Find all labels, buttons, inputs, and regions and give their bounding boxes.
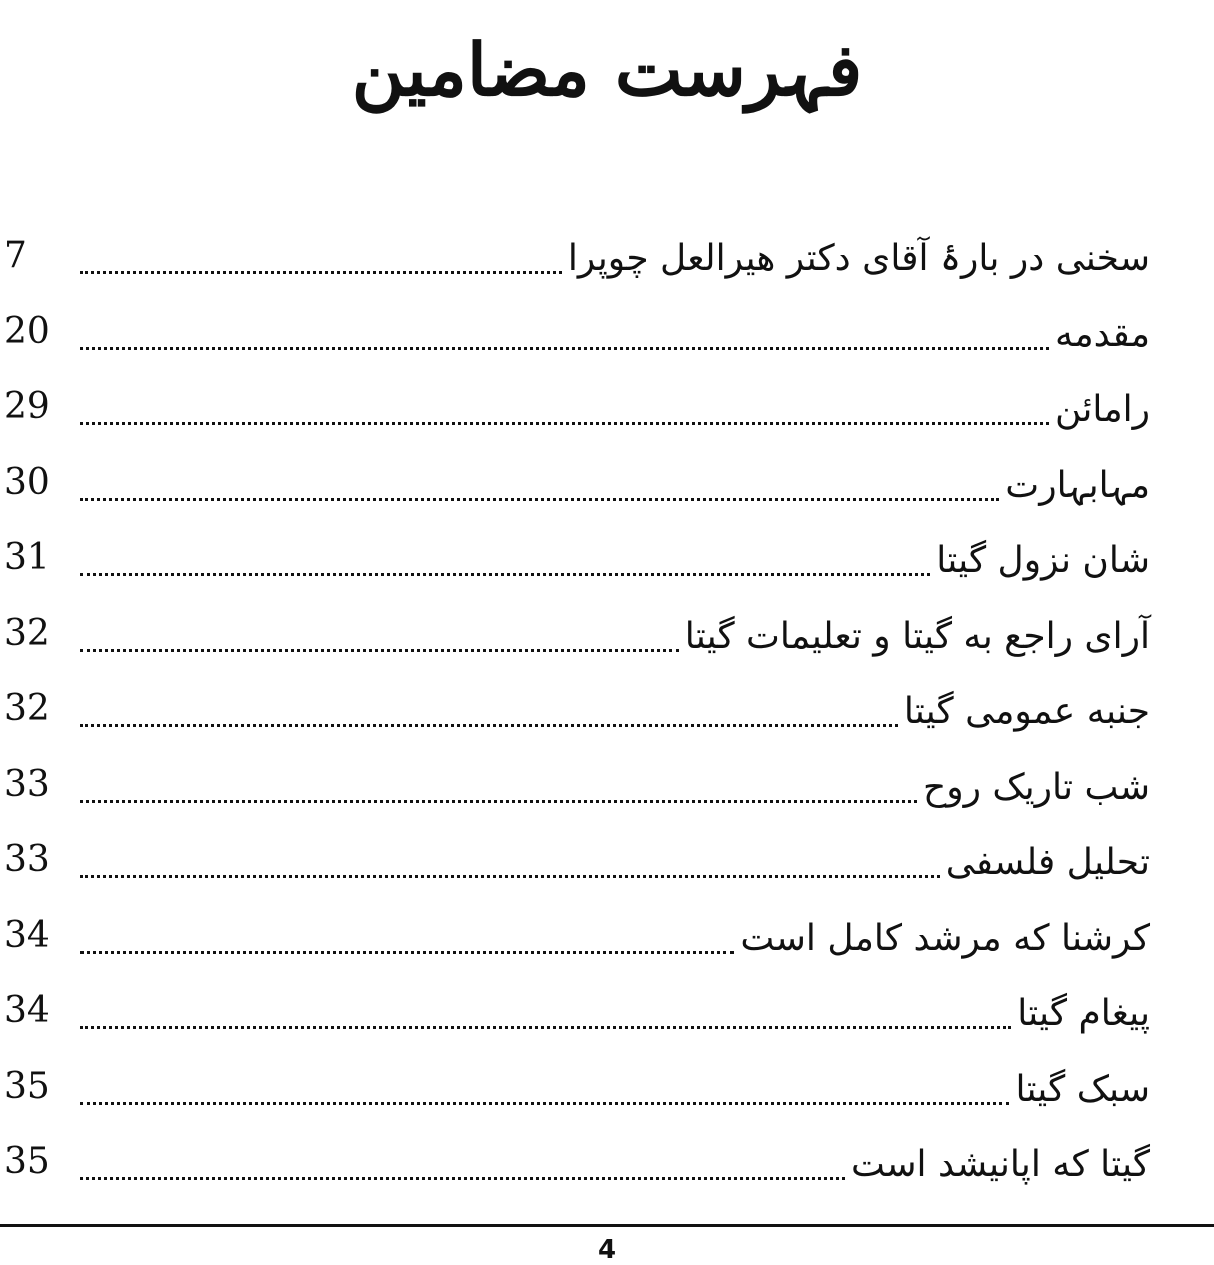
toc-page-number: 32 bbox=[4, 688, 50, 729]
toc-entry-line bbox=[80, 232, 1150, 286]
toc-leader-dots bbox=[80, 1177, 845, 1180]
toc-entry bbox=[0, 681, 1214, 757]
page-title: فہرست مضامین bbox=[351, 27, 863, 112]
toc-entry bbox=[0, 379, 1214, 455]
toc-leader-dots bbox=[80, 800, 917, 803]
toc-entry bbox=[0, 606, 1214, 682]
toc-entry-title: گیتا که اپانیشد است bbox=[850, 1144, 1150, 1185]
toc-entry-line bbox=[80, 459, 1150, 513]
toc-entry bbox=[0, 983, 1214, 1059]
table-of-contents bbox=[0, 228, 1214, 1210]
toc-entry bbox=[0, 1059, 1214, 1135]
toc-entry-title: پیغام گیتا bbox=[1017, 993, 1150, 1034]
footer-page-number: 4 bbox=[597, 1235, 617, 1265]
toc-page-number: 29 bbox=[4, 386, 50, 427]
toc-entry-line bbox=[80, 308, 1150, 362]
toc-entry-line bbox=[80, 761, 1150, 815]
toc-entry-line bbox=[80, 383, 1150, 437]
toc-entry-line bbox=[80, 610, 1150, 664]
toc-entry bbox=[0, 455, 1214, 531]
toc-entry-line bbox=[80, 1063, 1150, 1117]
toc-entry-line bbox=[80, 987, 1150, 1041]
toc-leader-dots bbox=[80, 422, 1049, 425]
toc-entry bbox=[0, 1134, 1214, 1210]
toc-entry-title: شب تاریک روح bbox=[922, 766, 1150, 808]
toc-entry bbox=[0, 304, 1214, 380]
toc-entry-title: سبک گیتا bbox=[1015, 1068, 1150, 1110]
toc-page-number: 30 bbox=[4, 461, 50, 503]
toc-leader-dots bbox=[80, 875, 940, 878]
toc-leader-dots bbox=[80, 573, 930, 576]
toc-page-number: 33 bbox=[4, 839, 50, 880]
toc-entry-title: مقدمه bbox=[1055, 313, 1150, 355]
toc-leader-dots bbox=[80, 1026, 1011, 1029]
toc-entry-title: مہابہارت bbox=[1005, 464, 1150, 506]
toc-entry-title: کرشنا که مرشد کامل است bbox=[740, 917, 1150, 959]
toc-entry-title: سخنی در بارۂ آقای دکتر هیرالعل چوپرا bbox=[567, 238, 1150, 279]
toc-entry-line bbox=[80, 1138, 1150, 1192]
toc-leader-dots bbox=[80, 951, 734, 954]
toc-entry-line bbox=[80, 534, 1150, 588]
toc-entry-line bbox=[80, 912, 1150, 966]
toc-entry bbox=[0, 908, 1214, 984]
toc-entry bbox=[0, 530, 1214, 606]
toc-page-number: 31 bbox=[4, 537, 50, 578]
toc-page-number: 20 bbox=[4, 310, 50, 352]
toc-leader-dots bbox=[80, 724, 898, 727]
toc-entry-title: آرای راجع به گیتا و تعلیمات گیتا bbox=[684, 615, 1150, 657]
toc-leader-dots bbox=[80, 649, 679, 652]
toc-entry-line bbox=[80, 685, 1150, 739]
toc-page-number: 35 bbox=[4, 1065, 50, 1107]
toc-entry-line bbox=[80, 836, 1150, 890]
toc-entry-title: تحلیل فلسفی bbox=[945, 842, 1150, 883]
toc-leader-dots bbox=[80, 347, 1049, 350]
toc-entry bbox=[0, 228, 1214, 304]
toc-leader-dots bbox=[80, 498, 999, 501]
toc-page-number: 33 bbox=[4, 763, 50, 805]
toc-entry-title: رامائن bbox=[1054, 389, 1150, 430]
toc-page-number: 35 bbox=[4, 1141, 50, 1182]
toc-entry-title: جنبه عمومی گیتا bbox=[903, 691, 1150, 732]
toc-page-number: 34 bbox=[4, 990, 50, 1031]
toc-entry bbox=[0, 757, 1214, 833]
toc-entry-title: شان نزول گیتا bbox=[936, 540, 1150, 581]
toc-page-number: 32 bbox=[4, 612, 50, 654]
toc-leader-dots bbox=[80, 271, 562, 274]
toc-page-number: 34 bbox=[4, 914, 50, 956]
toc-leader-dots bbox=[80, 1102, 1009, 1105]
toc-entry bbox=[0, 832, 1214, 908]
toc-page-number: 7 bbox=[4, 235, 27, 276]
footer-divider bbox=[0, 1224, 1214, 1227]
